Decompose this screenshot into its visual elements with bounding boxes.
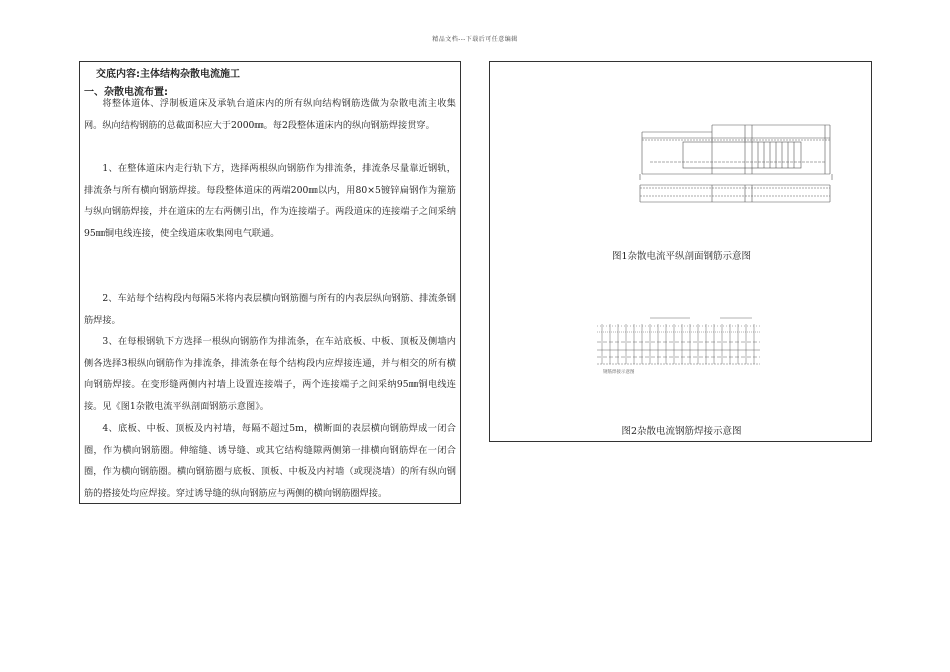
section-heading: 一、杂散电流布置: [84, 87, 168, 98]
paragraph-1: 1、在整体道床内走行轨下方，选择两根纵向钢筋作为排流条，排流条尽量靠近钢轨，排流条与所有横向钢筋焊接。每段整体道床的两端200㎜以内，用80×5镀锌扁钢作为箍筋与纵向钢筋焊接，并在道床的左右两侧引出，作为连接端子。两段道床的连接端子之间采纳95㎜铜电线连接，使全线道床收集网电气联通。 [84, 163, 456, 239]
construction-notes-panel [79, 61, 461, 504]
figures-panel [489, 61, 872, 442]
panel-title: 交底内容:主体结构杂散电流施工 [96, 69, 240, 80]
paragraph-intro: 将整体道体、浮制板道床及承轨台道床内的所有纵向结构钢筋选做为杂散电流主收集网。纵向结构钢筋的总截面积应大于2000㎜。每2段整体道床内的纵向钢筋焊接贯穿。 [84, 98, 456, 131]
paragraph-4: 4、底板、中板、顶板及内衬墙，每隔不超过5m，横断面的表层横向钢筋焊成一闭合圈，作为横向钢筋圈。伸缩缝、诱导缝、或其它结构缝隙两侧第一排横向钢筋焊在一闭合圈，作为横向钢筋圈。横向钢筋圈与底板、顶板、中板及内衬墙（或现浇墙）的所有纵向钢筋的搭接处均应焊接。穿过诱导缝的纵向钢筋应与两侧的横向钢筋圈焊接。 [84, 423, 456, 499]
figure1-caption: 图1杂散电流平纵剖面钢筋示意图 [611, 251, 752, 262]
paragraph-2: 2、车站每个结构段内每隔5米将内表层横向钢筋圈与所有的内表层纵向钢筋、排流条钢筋焊接。 [84, 293, 456, 326]
figure2-drawing [490, 302, 873, 422]
paragraph-3: 3、在每根钢轨下方选择一根纵向钢筋作为排流条，在车站底板、中板、顶板及侧墙内侧各选择3根纵向钢筋作为排流条，排流条在每个结构段内应焊接连通，并与相交的所有横向钢筋焊接。在变形缝两侧内衬墙上设置连接端子，两个连接端子之间采纳95㎜铜电线连接。见《图1杂散电流平纵剖面钢筋示意图》。 [84, 336, 456, 412]
header-note: 精品文档---下载后可任意编辑 [432, 36, 518, 43]
figure2-caption: 图2杂散电流钢筋焊接示意图 [621, 426, 742, 437]
figure1-drawing [490, 62, 873, 242]
figure2-label: 钢筋焊接示意图 [603, 370, 635, 375]
